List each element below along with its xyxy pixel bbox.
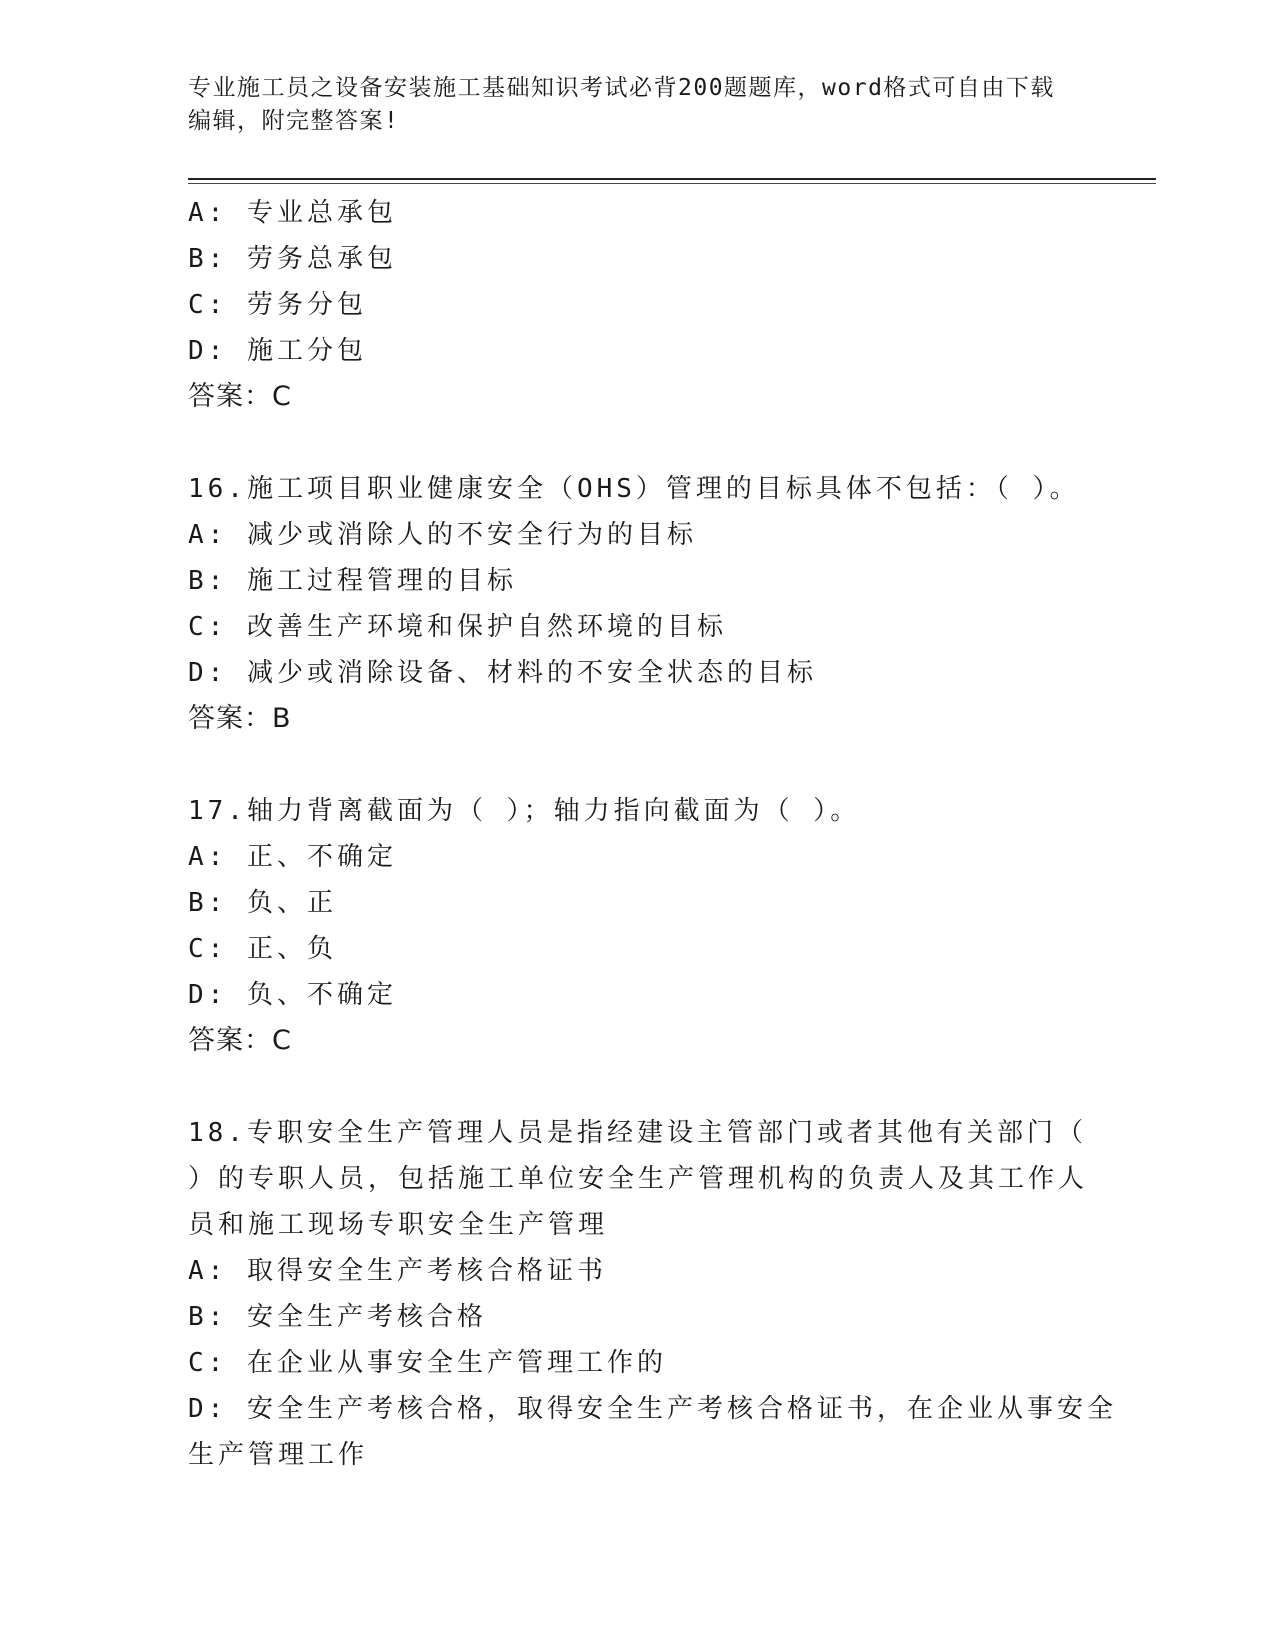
option-c: C: 在企业从事安全生产管理工作的 xyxy=(188,1348,667,1378)
header-title-line-1: 专业施工员之设备安装施工基础知识考试必背200题题库，word格式可自由下载 xyxy=(188,75,1055,101)
option-b: B: 施工过程管理的目标 xyxy=(188,566,517,596)
option-d: D: 减少或消除设备、材料的不安全状态的目标 xyxy=(188,658,817,688)
option-a: A: 取得安全生产考核合格证书 xyxy=(188,1256,607,1286)
question-stem-line-1: 18.专职安全生产管理人员是指经建设主管部门或者其他有关部门（ xyxy=(188,1118,1087,1148)
answer-line: 答案：C xyxy=(188,381,292,412)
spacer xyxy=(188,1064,1088,1110)
question-stem: 17.轴力背离截面为（ ）；轴力指向截面为（ ）。 xyxy=(188,796,861,826)
option-a: A: 专业总承包 xyxy=(188,198,397,228)
header-title-line-2: 编辑，附完整答案! xyxy=(188,108,400,134)
option-b: B: 劳务总承包 xyxy=(188,244,397,274)
option-a: A: 正、不确定 xyxy=(188,842,397,872)
option-c: C: 劳务分包 xyxy=(188,290,367,320)
option-a: A: 减少或消除人的不安全行为的目标 xyxy=(188,520,697,550)
option-c: C: 改善生产环境和保护自然环境的目标 xyxy=(188,612,727,642)
option-b: B: 安全生产考核合格 xyxy=(188,1302,487,1332)
question-block-16 xyxy=(188,466,1088,742)
document-header xyxy=(188,72,1068,138)
question-block-18 xyxy=(188,1110,1117,1478)
option-d: D: 施工分包 xyxy=(188,336,367,366)
option-b: B: 负、正 xyxy=(188,888,337,918)
question-stem-line-2: ）的专职人员，包括施工单位安全生产管理机构的负责人及其工作人 xyxy=(188,1164,1089,1194)
spacer xyxy=(188,420,1088,466)
header-divider-thin xyxy=(188,183,1156,184)
question-list xyxy=(188,190,1117,1478)
spacer xyxy=(188,742,1088,788)
option-d-line-1: D: 安全生产考核合格，取得安全生产考核合格证书，在企业从事安全 xyxy=(188,1394,1117,1424)
question-block-17 xyxy=(188,788,1088,1064)
option-c: C: 正、负 xyxy=(188,934,337,964)
answer-line: 答案：C xyxy=(188,1025,292,1056)
question-stem-line-3: 员和施工现场专职安全生产管理 xyxy=(188,1210,609,1240)
header-divider-thick xyxy=(188,178,1156,180)
option-d: D: 负、不确定 xyxy=(188,980,397,1010)
answer-line: 答案：B xyxy=(188,703,292,734)
option-d-line-2: 生产管理工作 xyxy=(188,1440,369,1470)
question-stem: 16.施工项目职业健康安全（OHS）管理的目标具体不包括：（ ）。 xyxy=(188,474,1080,504)
question-block-15 xyxy=(188,190,1088,420)
